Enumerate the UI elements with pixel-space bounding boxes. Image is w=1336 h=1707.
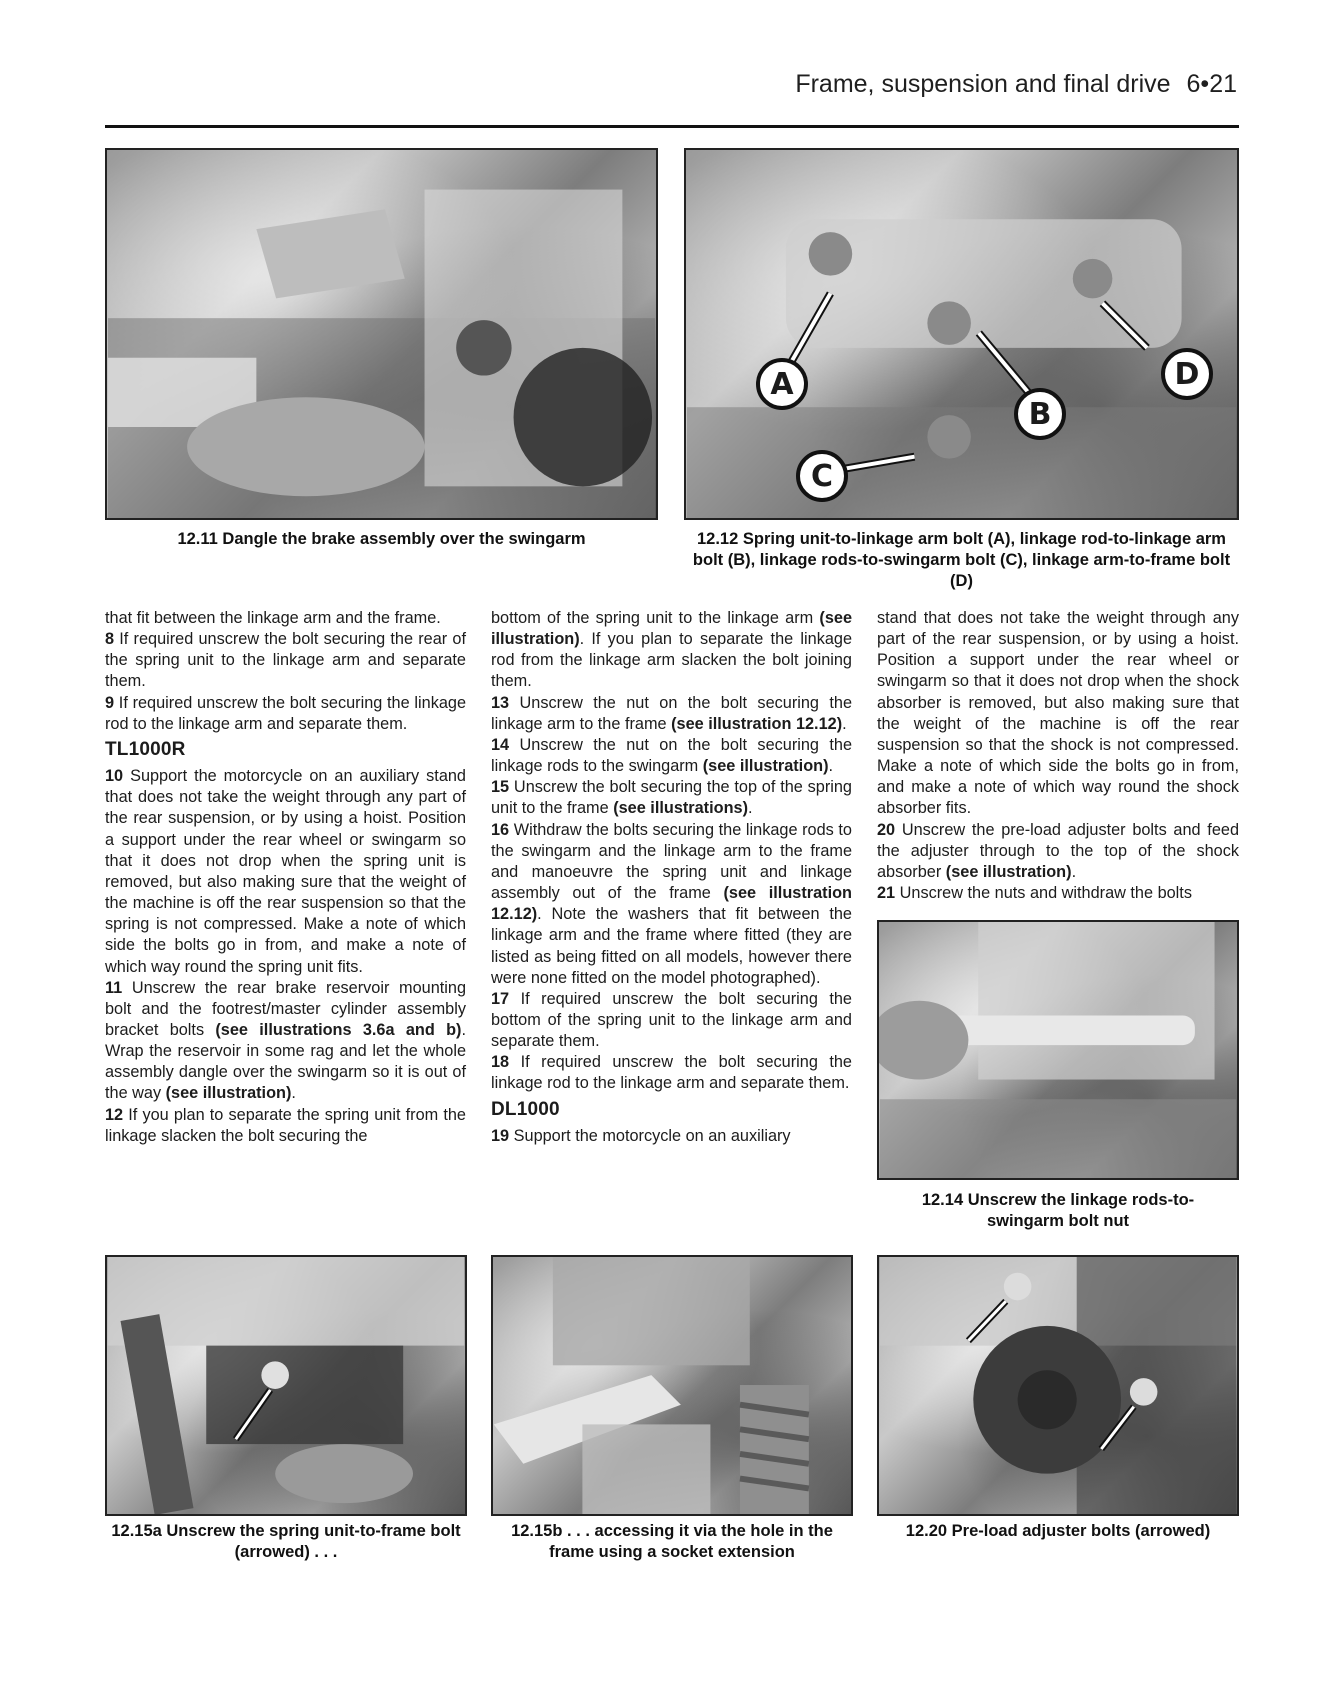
running-header xyxy=(795,70,1237,99)
step-12: 12 If you plan to separate the spring unit from the linkage slacken the bolt securing the xyxy=(105,1105,466,1145)
photo-12-20-scene xyxy=(879,1257,1237,1514)
step-10: 10 Support the motorcycle on an auxiliary stand that does not take the weight through any part of the rear suspension, or by using a hoist. Position a support under the rear wheel or swingarm so that it does not drop when the spring unit is removed, but also making sure that the weight of the machine is off the rear suspension so that the spring is not compressed. Make a note of which side the bolts go in from, and make a note of which way round the spring unit fits. xyxy=(105,767,466,976)
step-17: 17 If required unscrew the bolt securing the bottom of the spring unit to the linkage arm and separate them. xyxy=(491,989,852,1051)
callout-d xyxy=(1161,348,1213,400)
callout-d-label: D xyxy=(1174,356,1200,392)
step-13: 13 Unscrew the nut on the bolt securing the linkage arm to the frame (see illustration 12.12). xyxy=(491,693,852,733)
step-19: 19 Support the motorcycle on an auxiliary xyxy=(491,1126,791,1145)
header-rule xyxy=(105,125,1239,128)
photo-12-14-scene xyxy=(879,922,1237,1178)
text-column-2 xyxy=(491,608,852,1147)
caption-12-15a: 12.15a Unscrew the spring unit-to-frame bolt (arrowed) . . . xyxy=(111,1522,461,1561)
section-heading-tl1000r: TL1000R xyxy=(105,738,186,760)
step-21: 21 Unscrew the nuts and withdraw the bolts xyxy=(877,884,1192,903)
photo-12-15b-scene xyxy=(493,1257,851,1514)
photo-12-15a-scene xyxy=(107,1257,465,1514)
text-column-3 xyxy=(877,608,1239,904)
page-number: 6•21 xyxy=(1186,70,1237,98)
photo-12-15a xyxy=(105,1255,467,1516)
caption-12-15b: 12.15b . . . accessing it via the hole in the frame using a socket extension xyxy=(511,1522,833,1561)
header-title: Frame, suspension and final drive xyxy=(795,70,1171,98)
step-9: 9 If required unscrew the bolt securing the linkage rod to the linkage arm and separate them. xyxy=(105,693,466,733)
callout-a-label: A xyxy=(770,366,794,402)
photo-12-12 xyxy=(684,148,1239,520)
paragraph: stand that does not take the weight through any part of the rear suspension, or by using a hoist. Position a support under the rear wheel or swingarm so that it does not drop when the shock absorber is removed, but also making sure that the weight of the machine is off the rear suspension so that the shock is not compressed. Make a note of which side the bolts go in from, and make a note of which way round the shock absorber fits. xyxy=(877,609,1239,818)
text-column-1 xyxy=(105,608,466,1147)
photo-12-15b xyxy=(491,1255,853,1516)
step-15: 15 Unscrew the bolt securing the top of the spring unit to the frame (see illustrations). xyxy=(491,778,852,818)
step-8: 8 If required unscrew the bolt securing the rear of the spring unit to the linkage arm and separate them. xyxy=(105,630,466,691)
step-11: 11 Unscrew the rear brake reservoir mounting bolt and the footrest/master cylinder assembly bracket bolts (see illustrations 3.6a and b). Wrap the reservoir in some rag and let the whole assembly dangle over the swingarm so it is out of the way (see illustration). xyxy=(105,978,466,1103)
photo-12-12-scene xyxy=(686,150,1237,518)
paragraph: that fit between the linkage arm and the frame. xyxy=(105,609,441,627)
photo-12-14 xyxy=(877,920,1239,1180)
photo-12-20 xyxy=(877,1255,1239,1516)
step-20: 20 Unscrew the pre-load adjuster bolts and feed the adjuster through to the top of the shock absorber (see illustration). xyxy=(877,820,1239,881)
caption-12-14: 12.14 Unscrew the linkage rods-to-swingarm bolt nut xyxy=(921,1191,1195,1230)
callout-a xyxy=(756,358,808,410)
caption-12-20: 12.20 Pre-load adjuster bolts (arrowed) xyxy=(905,1522,1211,1540)
step-14: 14 Unscrew the nut on the bolt securing the linkage rods to the swingarm (see illustration). xyxy=(491,735,852,776)
photo-12-11 xyxy=(105,148,658,520)
photo-12-11-scene xyxy=(107,150,656,518)
step-18: 18 If required unscrew the bolt securing the linkage rod to the linkage arm and separate them. xyxy=(491,1053,852,1093)
paragraph: bottom of the spring unit to the linkage arm (see illustration). If you plan to separate the linkage rod from the linkage arm slacken the bolt joining them. xyxy=(491,609,852,691)
caption-12-11: 12.11 Dangle the brake assembly over the swingarm xyxy=(177,530,586,548)
callout-b xyxy=(1014,388,1066,440)
callout-c-label: C xyxy=(810,458,834,494)
callout-b-label: B xyxy=(1028,396,1052,432)
step-16: 16 Withdraw the bolts securing the linkage rods to the swingarm and the linkage arm to the frame and manoeuvre the spring unit and linkage assembly out of the frame (see illustration 12.12). Note the washers that fit between the linkage arm and the frame where fitted (they are listed as being fitted on all models, however there were none fitted on the model photographed). xyxy=(491,820,852,987)
callout-c xyxy=(796,450,848,502)
caption-12-12: 12.12 Spring unit-to-linkage arm bolt (A), linkage rod-to-linkage arm bolt (B), linkage rods-to-swingarm bolt (C), linkage arm-to-frame bolt (D) xyxy=(692,530,1231,590)
section-heading-dl1000: DL1000 xyxy=(491,1098,560,1120)
